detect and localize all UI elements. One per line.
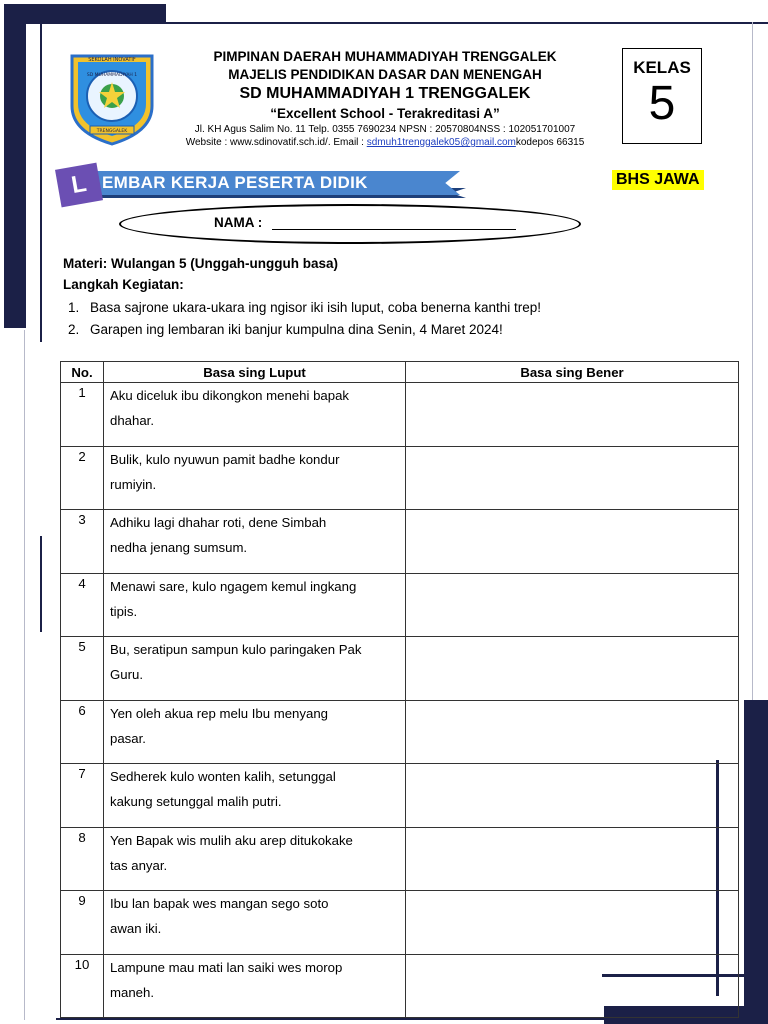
materi-heading: Materi: Wulangan 5 (Unggah-ungguh basa): [63, 256, 338, 271]
wrong-sentence: Lampune mau mati lan saiki wes morop maneh.: [104, 954, 406, 1018]
col-header-wrong: Basa sing Luput: [104, 362, 406, 383]
subject-badge: BHS JAWA: [612, 170, 704, 190]
answer-cell[interactable]: [406, 383, 739, 447]
frame-bar-top: [4, 4, 166, 22]
table-header-row: [61, 362, 739, 383]
frame-line-left-lower: [24, 330, 25, 1020]
name-oval: [119, 204, 581, 244]
col-header-correct: Basa sing Bener: [406, 362, 739, 383]
wrong-sentence: Yen Bapak wis mulih aku arep ditukokake tas anyar.: [104, 827, 406, 891]
logo-top-text: SEKOLAH INOVATIF: [88, 57, 136, 63]
frame-line-right: [752, 22, 753, 712]
name-input-line[interactable]: [272, 229, 516, 230]
logo-bottom-text: TRENGGALEK: [96, 129, 128, 134]
exercise-table: [60, 361, 739, 1018]
table-row: [61, 827, 739, 891]
answer-cell[interactable]: [406, 637, 739, 701]
school-logo: [68, 52, 156, 146]
wrong-sentence: Yen oleh akua rep melu Ibu menyang pasar.: [104, 700, 406, 764]
answer-cell[interactable]: [406, 827, 739, 891]
header-org: PIMPINAN DAERAH MUHAMMADIYAH TRENGGALEK: [213, 49, 557, 64]
frame-accent-left-short: [40, 536, 42, 632]
table-row: [61, 637, 739, 701]
frame-accent-left-vertical: [40, 22, 42, 342]
langkah-heading: Langkah Kegiatan:: [63, 277, 184, 292]
kelas-label: KELAS: [633, 58, 691, 77]
answer-cell[interactable]: [406, 954, 739, 1018]
row-number: 3: [61, 510, 104, 574]
frame-line-left: [22, 22, 24, 322]
letter-l-icon: L: [55, 163, 103, 208]
table-row: [61, 510, 739, 574]
table-row: [61, 446, 739, 510]
row-number: 4: [61, 573, 104, 637]
row-number: 5: [61, 637, 104, 701]
wrong-sentence: Aku diceluk ibu dikongkon menehi bapak dhahar.: [104, 383, 406, 447]
table-row: [61, 764, 739, 828]
answer-cell[interactable]: [406, 764, 739, 828]
row-number: 10: [61, 954, 104, 1018]
table-row: [61, 573, 739, 637]
wrong-sentence: Sedherek kulo wonten kalih, setunggal kakung setunggal malih putri.: [104, 764, 406, 828]
row-number: 6: [61, 700, 104, 764]
answer-cell[interactable]: [406, 573, 739, 637]
step-item: 1. Basa sajrone ukara-ukara ing ngisor iki isih luput, coba benerna kanthi trep!: [68, 300, 542, 315]
website-label: Website : www.sdinovatif.sch.id/. Email :: [185, 137, 367, 148]
worksheet-title: EMBAR KERJA PESERTA DIDIK: [102, 173, 368, 192]
table-row: [61, 891, 739, 955]
kelas-box: [622, 48, 702, 144]
table-row: [61, 383, 739, 447]
header-motto: “Excellent School - Terakreditasi A”: [270, 106, 500, 121]
step-item: 2. Garapen ing lembaran iki banjur kumpulna dina Senin, 4 Maret 2024!: [68, 322, 503, 337]
frame-bar-right: [744, 700, 768, 1024]
name-label: NAMA :: [214, 215, 263, 230]
email-link[interactable]: sdmuh1trenggalek05@gmail.com: [366, 137, 516, 148]
header-address: Jl. KH Agus Salim No. 11 Telp. 0355 7690234 NPSN : 20570804NSS : 102051701007: [194, 124, 576, 135]
frame-line-bottom: [56, 1018, 746, 1020]
answer-cell[interactable]: [406, 510, 739, 574]
answer-cell[interactable]: [406, 891, 739, 955]
frame-line-top: [22, 22, 768, 24]
answer-cell[interactable]: [406, 446, 739, 510]
wrong-sentence: Menawi sare, kulo ngagem kemul ingkang tipis.: [104, 573, 406, 637]
col-header-no: No.: [61, 362, 104, 383]
header-school: SD MUHAMMADIYAH 1 TRENGGALEK: [239, 85, 531, 102]
postcode: kodepos 66315: [515, 137, 585, 148]
wrong-sentence: Adhiku lagi dhahar roti, dene Simbah nedha jenang sumsum.: [104, 510, 406, 574]
row-number: 2: [61, 446, 104, 510]
logo-ring-text: SD MUHAMMADIYAH 1: [86, 73, 138, 78]
header-contact: [150, 137, 620, 148]
row-number: 8: [61, 827, 104, 891]
wrong-sentence: Bu, seratipun sampun kulo paringaken Pak Guru.: [104, 637, 406, 701]
wrong-sentence: Bulik, kulo nyuwun pamit badhe kondur rumiyin.: [104, 446, 406, 510]
row-number: 1: [61, 383, 104, 447]
table-row: [61, 700, 739, 764]
answer-cell[interactable]: [406, 700, 739, 764]
kelas-number: 5: [648, 77, 676, 130]
header-council: MAJELIS PENDIDIKAN DASAR DAN MENENGAH: [228, 67, 542, 82]
row-number: 9: [61, 891, 104, 955]
wrong-sentence: Ibu lan bapak wes mangan sego soto awan iki.: [104, 891, 406, 955]
table-row: [61, 954, 739, 1018]
row-number: 7: [61, 764, 104, 828]
